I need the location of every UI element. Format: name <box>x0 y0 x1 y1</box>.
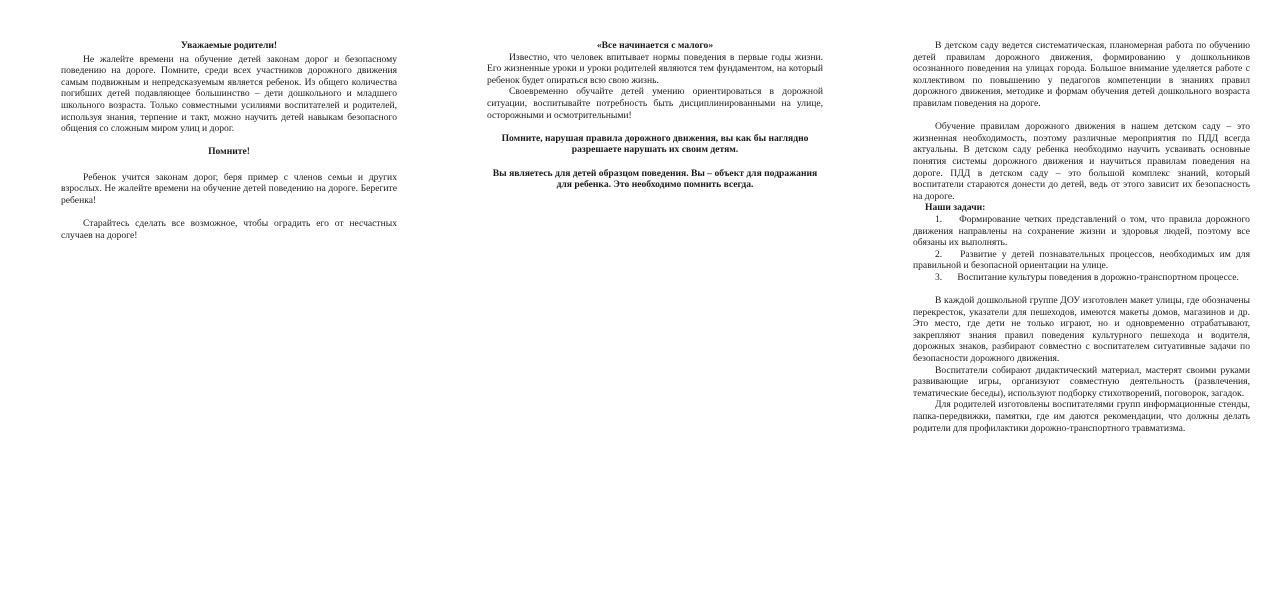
paragraph: Ребенок учится законам дорог, беря пример с членов семьи и других взрослых. Не жалейте времени на обучение детей поведению на дороге. Берегите ребенка! <box>61 171 397 206</box>
spacer <box>913 283 1250 295</box>
task-text: Развитие у детей познавательных процессов, необходимых им для правильной и безопасной ориентации на улице. <box>913 248 1250 272</box>
spacer <box>61 206 397 218</box>
heading-remember: Помните! <box>208 146 250 158</box>
tasks-heading: Наши задачи: <box>925 202 986 214</box>
task-text: Воспитание культуры поведения в дорожно-транспортном процессе. <box>957 271 1239 283</box>
spacer <box>913 110 1250 122</box>
heading-everything-starts-small: «Все начинается с малого» <box>596 40 714 51</box>
paragraph: В детском саду ведется систематическая, планомерная работа по обучению детей правилам дорожного движения, формированию у дошкольников осознанного поведения на улицах города. Большое внимание уделяется работе с коллективом по повышению у педагогов компетенции в знаниях правил дорожного движения, методике и формам обучения детей дошкольного возраста правилам поведения на дороге. <box>913 40 1250 109</box>
paragraph: Для родителей изготовлены воспитателями групп информационные стенды, папка-передвижки, памятки, где им даются рекомендации, что должны делать родители для профилактики дорожно-транспортного травматизма. <box>913 399 1250 434</box>
paragraph: Не жалейте времени на обучение детей законам дорог и безопасному поведению на дороге. Помните, среди всех участников дорожного движения самым подвижным и непредсказуемым является ребенок. Из общего количества погибших детей подавляющее большинство – дети дошкольного и младшего школьного возраста. Только совместными усилиями воспитателей и родителей, используя знания, терпение и такт, можно научить детей навыкам безопасного общения со сложным миром улиц и дорог. <box>61 53 397 135</box>
spacer <box>487 121 823 133</box>
heading-dear-parents: Уважаемые родители! <box>180 40 278 51</box>
task-item <box>913 249 1250 272</box>
spacer <box>61 135 397 147</box>
paragraph: Известно, что человек впитывает нормы поведения в первые годы жизни. Его жизненные уроки и уроки родителей являются тем фундаментом, на который ребенок будет опираться всю свою жизнь. <box>487 51 823 86</box>
bold-statement: Вы являетесь для детей образцом поведения. Вы – объект для подражания для ребенка. Это необходимо помнить всегда. <box>492 167 818 191</box>
task-number: 3. <box>935 271 943 283</box>
task-number: 2. <box>935 248 943 260</box>
bold-statement: Помните, нарушая правила дорожного движения, вы как бы наглядно разрешаете нарушать их своим детям. <box>501 132 809 156</box>
spacer <box>61 160 397 172</box>
spacer <box>487 156 823 168</box>
task-number: 1. <box>935 213 943 225</box>
paragraph: Воспитатели собирают дидактический материал, мастерят своими руками развивающие игры, организуют совместную деятельность (развлечения, тематические беседы), используют подборку стихотворений, поговорок, загадок. <box>913 364 1250 399</box>
paragraph: Старайтесь сделать все возможное, чтобы оградить его от несчастных случаев на дороге! <box>61 217 397 241</box>
task-text: Формирование четких представлений о том, что правила дорожного движения направлены на сохранение жизни и здоровья людей, поэтому все обязаны их выполнять. <box>913 213 1250 249</box>
paragraph: Своевременно обучайте детей умению ориентироваться в дорожной ситуации, воспитывайте потребность быть дисциплинированными на улице, осторожными и осмотрительными! <box>487 86 823 121</box>
paragraph: Обучение правилам дорожного движения в нашем детском саду – это жизненная необходимость, поэтому различные мероприятия по ПДД всегда актуальны. В детском саду ребенка необходимо научить усваивать основные понятия системы дорожного движения и научиться правилам поведения на дороге. ПДД в детском саду – это большой комплекс знаний, который воспитатели стараются донести до детей, ведь от этого зависит их безопасность на дороге. <box>913 121 1250 202</box>
column-everything-starts-small <box>487 40 823 191</box>
task-item <box>913 214 1250 249</box>
column-parents-appeal <box>61 40 397 241</box>
column-kindergarten-work <box>913 40 1250 434</box>
paragraph: В каждой дошкольной группе ДОУ изготовлен макет улицы, где обозначены перекресток, указатели для пешеходов, имеются макеты домов, магазинов и др. Это место, где дети не только играют, но и одновременно отрабатывают, закрепляют знания правил поведения культурного пешехода и водителя, дорожных знаков, разбирают совместно с воспитателем ситуативные задачи по безопасности дорожного движения. <box>913 295 1250 365</box>
task-item <box>913 272 1250 284</box>
